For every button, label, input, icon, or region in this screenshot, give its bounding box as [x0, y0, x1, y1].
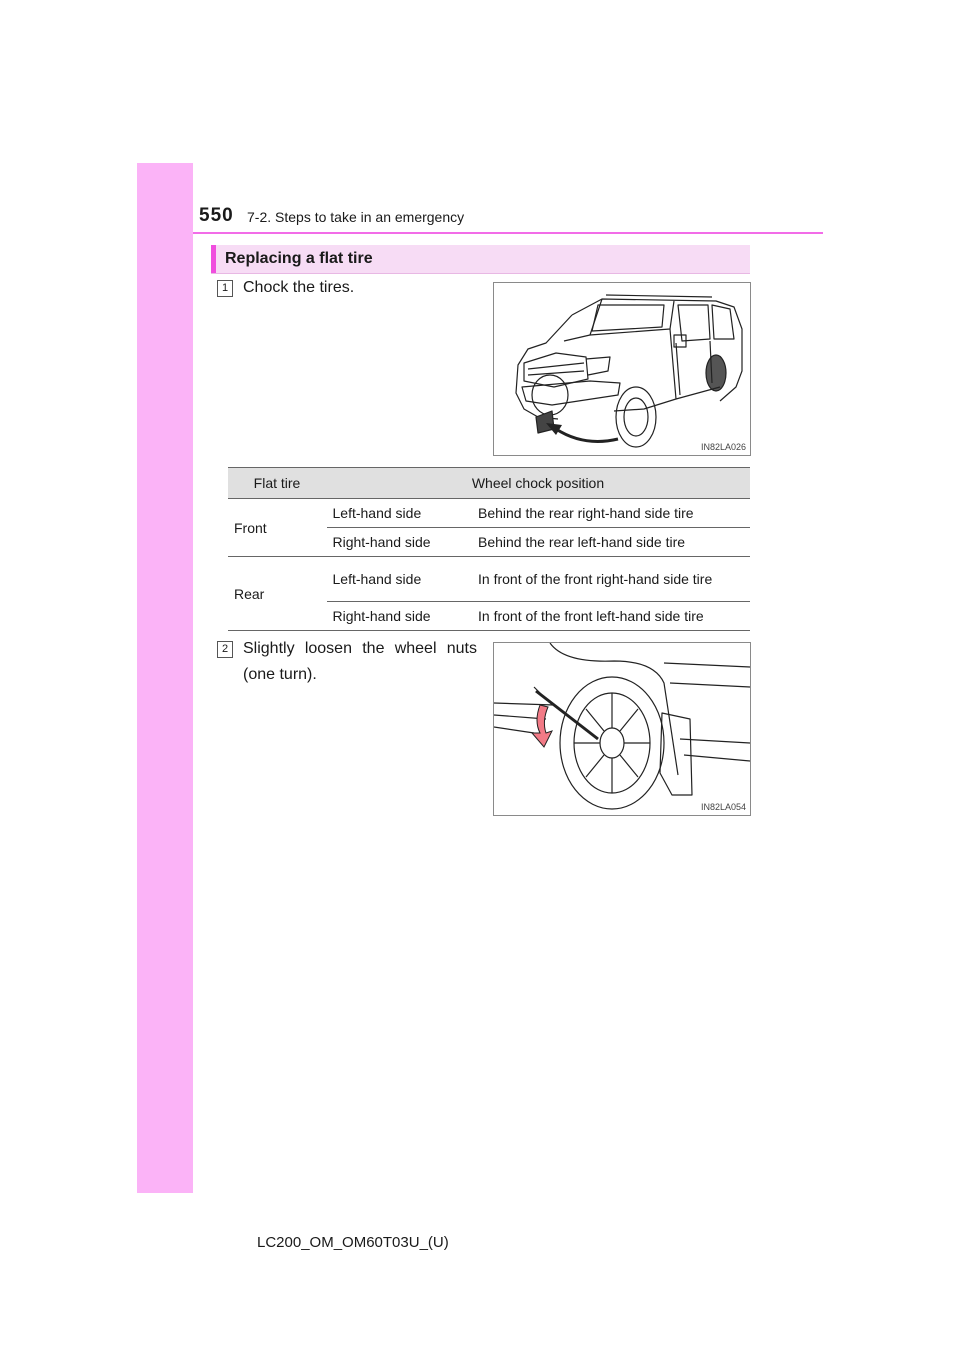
- wheel-wrench-illustration: [494, 643, 750, 815]
- table-cell-side: Right-hand side: [326, 528, 472, 557]
- table-header-flat-tire: Flat tire: [228, 468, 326, 499]
- step-text-2: Slightly loosen the wheel nuts (one turn).: [243, 640, 477, 683]
- table-header-chock-position: Wheel chock position: [326, 468, 750, 499]
- table-cell-flat-tire: Rear: [228, 557, 326, 631]
- step-number-2: 2: [217, 641, 233, 658]
- table-cell-position: In front of the front right-hand side tire: [472, 557, 750, 602]
- doc-id-footer: LC200_OM_OM60T03U_(U): [257, 1234, 449, 1251]
- chapter-title: 7-2. Steps to take in an emergency: [247, 209, 465, 225]
- header-rule: [193, 232, 823, 234]
- section-heading-bar: [211, 245, 750, 274]
- figure-chock-tires: [493, 282, 751, 456]
- suv-chock-illustration: [494, 283, 750, 455]
- table-row: [228, 557, 750, 602]
- step-number-1: 1: [217, 280, 233, 297]
- section-accent: [211, 245, 216, 273]
- table-header-row: [228, 468, 750, 499]
- chapter-side-band: [137, 163, 193, 1193]
- table-cell-side: Left-hand side: [326, 499, 472, 528]
- step-text-1: Chock the tires.: [243, 279, 355, 296]
- wheel-chock-table: [228, 467, 750, 631]
- page-number: 550: [199, 205, 234, 226]
- figure-code-2: IN82LA054: [700, 802, 746, 812]
- table-cell-position: Behind the rear right-hand side tire: [472, 499, 750, 528]
- figure-loosen-nuts: [493, 642, 751, 816]
- table-cell-flat-tire: Front: [228, 499, 326, 557]
- table-row: [228, 499, 750, 528]
- table-cell-position: In front of the front left-hand side tire: [472, 602, 750, 631]
- page-header: [193, 197, 823, 237]
- table-cell-side: Left-hand side: [326, 557, 472, 602]
- figure-code-1: IN82LA026: [700, 442, 746, 452]
- table-cell-position: Behind the rear left-hand side tire: [472, 528, 750, 557]
- table-cell-side: Right-hand side: [326, 602, 472, 631]
- section-title: Replacing a flat tire: [225, 250, 373, 267]
